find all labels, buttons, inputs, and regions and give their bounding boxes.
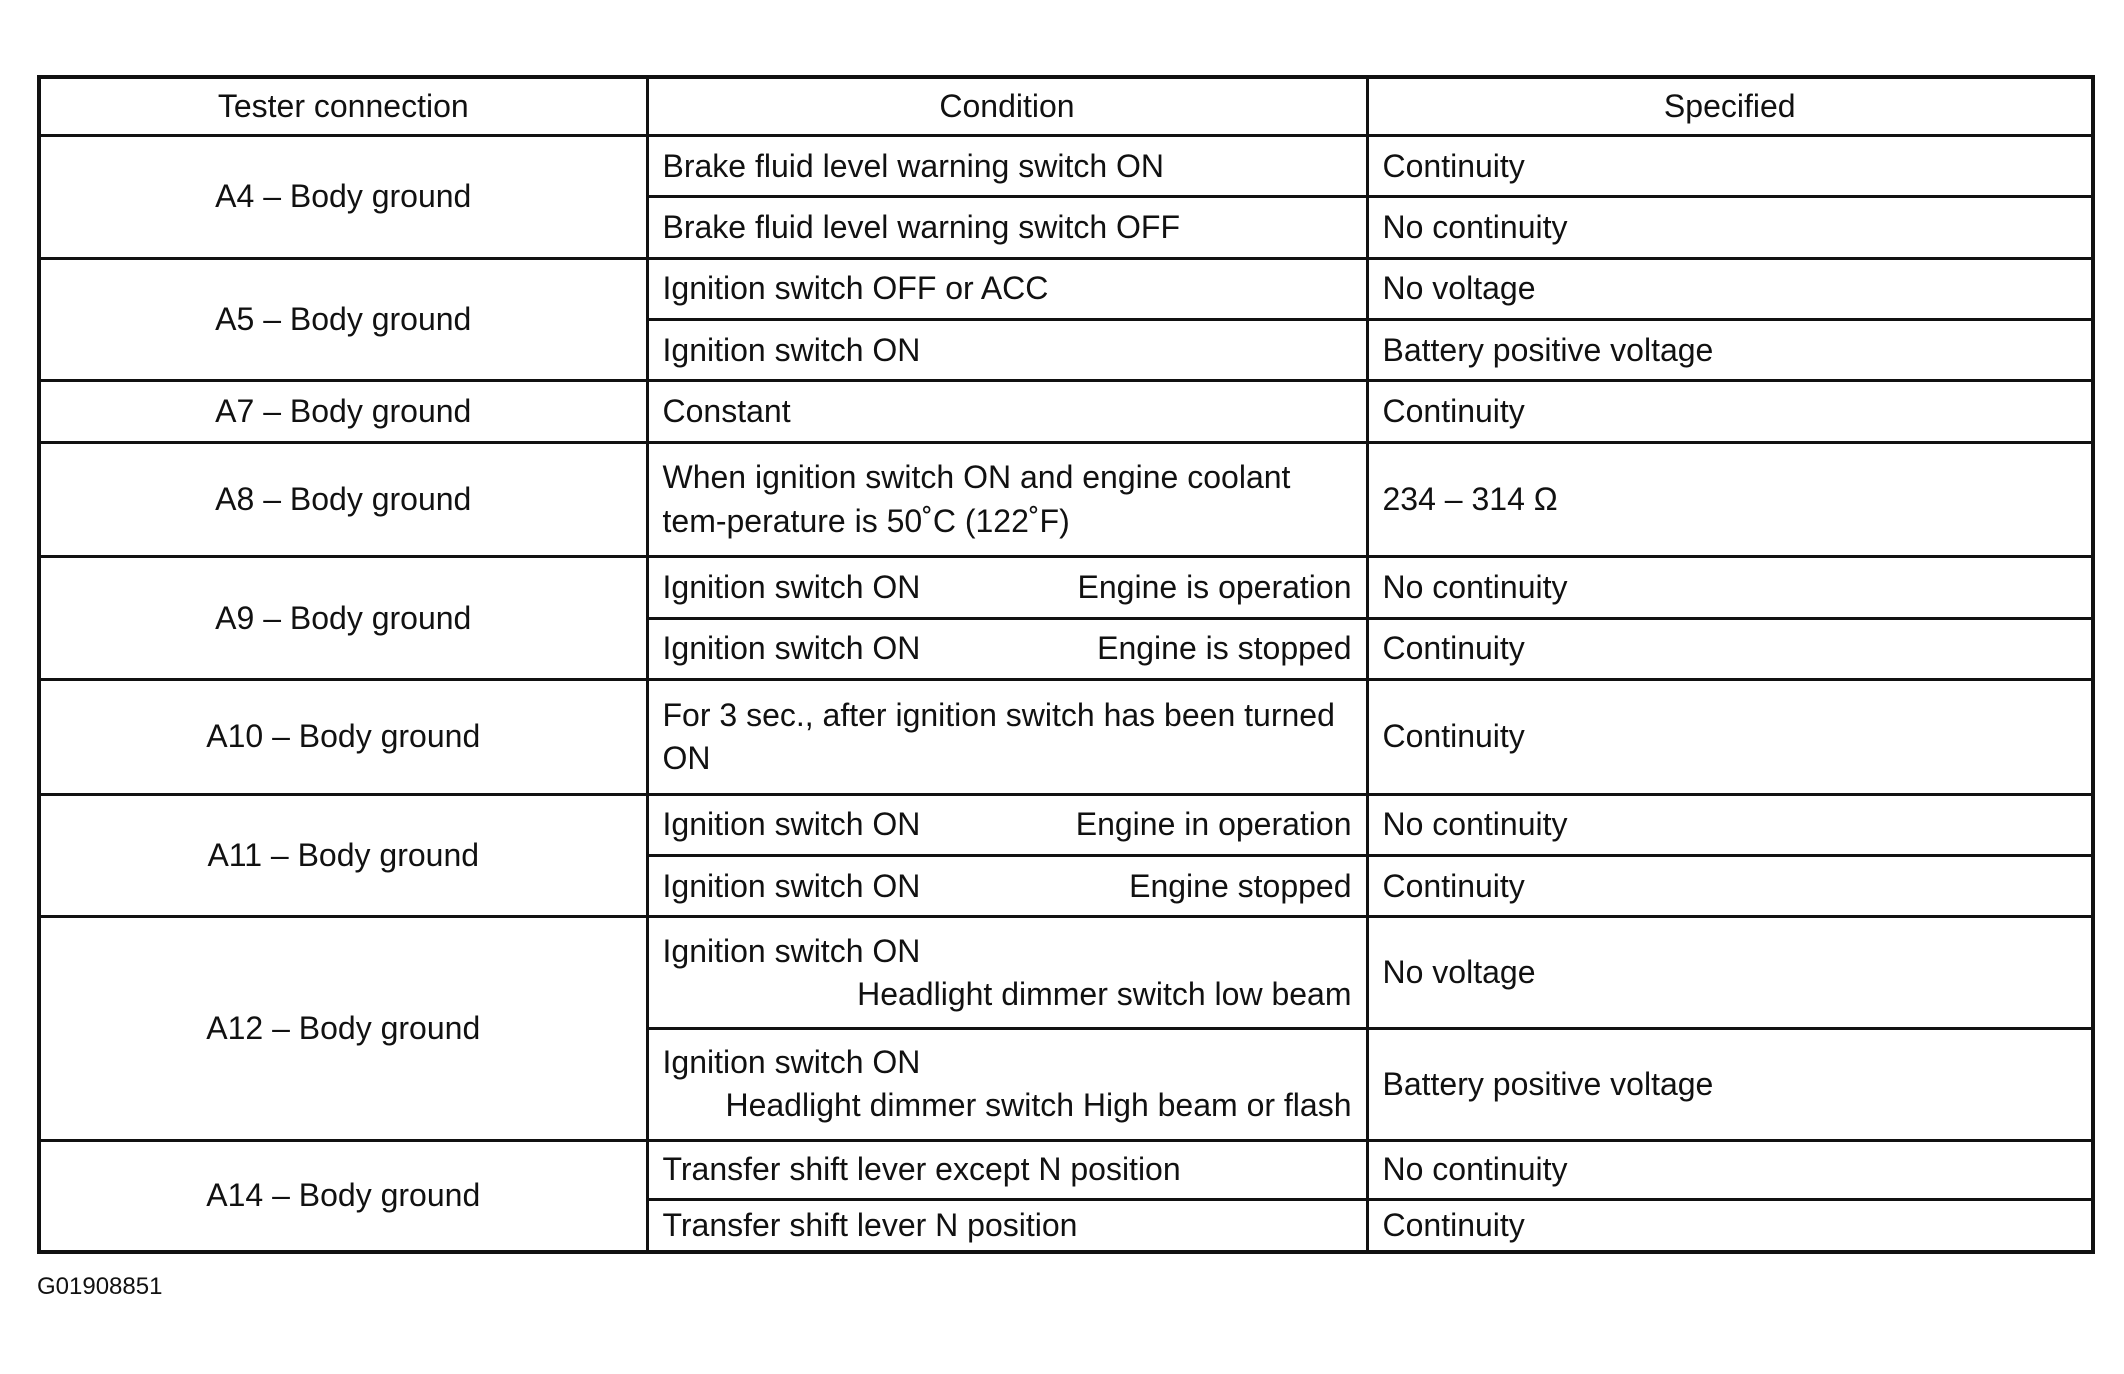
tester-connection-cell: A11 – Body ground bbox=[39, 794, 647, 917]
condition-cell: Transfer shift lever except N position bbox=[647, 1140, 1367, 1199]
specified-cell: No continuity bbox=[1367, 794, 2093, 855]
specified-cell: Battery positive voltage bbox=[1367, 1029, 2093, 1141]
condition-cell: For 3 sec., after ignition switch has been turned ON bbox=[647, 680, 1367, 795]
table-row bbox=[39, 258, 2093, 319]
table-row bbox=[39, 381, 2093, 442]
tester-connection-cell: A7 – Body ground bbox=[39, 381, 647, 442]
condition-right-text: Engine in operation bbox=[1075, 806, 1352, 843]
condition-right-text: Engine stopped bbox=[1129, 867, 1352, 904]
condition-cell bbox=[647, 1029, 1367, 1141]
condition-left-text: Ignition switch ON bbox=[662, 568, 921, 605]
condition-cell: Constant bbox=[647, 381, 1367, 442]
header-row bbox=[39, 77, 2093, 136]
specified-cell: Continuity bbox=[1367, 680, 2093, 795]
condition-cell: Transfer shift lever N position bbox=[647, 1200, 1367, 1252]
condition-cell bbox=[647, 856, 1367, 917]
specified-header: Specified bbox=[1367, 77, 2093, 136]
specified-cell: No continuity bbox=[1367, 197, 2093, 258]
condition-cell bbox=[647, 557, 1367, 618]
condition-cell: Ignition switch OFF or ACC bbox=[647, 258, 1367, 319]
specified-cell: Continuity bbox=[1367, 618, 2093, 679]
condition-line-1: Ignition switch ON bbox=[662, 1044, 921, 1081]
tester-connection-cell: A14 – Body ground bbox=[39, 1140, 647, 1252]
table-row bbox=[39, 917, 2093, 1029]
specified-cell: Battery positive voltage bbox=[1367, 320, 2093, 381]
condition-right-text: Engine is operation bbox=[1077, 568, 1352, 605]
condition-cell: When ignition switch ON and engine coolant tem-perature is 50˚C (122˚F) bbox=[647, 442, 1367, 557]
condition-right-text: Engine is stopped bbox=[1097, 630, 1352, 667]
figure-id-label: G01908851 bbox=[37, 1273, 163, 1300]
tester-connection-cell: A8 – Body ground bbox=[39, 442, 647, 557]
specified-cell: No voltage bbox=[1367, 917, 2093, 1029]
tester-connection-cell: A10 – Body ground bbox=[39, 680, 647, 795]
table-row bbox=[39, 794, 2093, 855]
table-row bbox=[39, 1140, 2093, 1199]
tester-connection-cell: A5 – Body ground bbox=[39, 258, 647, 381]
tester-connection-cell: A9 – Body ground bbox=[39, 557, 647, 680]
specified-cell: Continuity bbox=[1367, 136, 2093, 197]
table-row bbox=[39, 136, 2093, 197]
condition-left-text: Ignition switch ON bbox=[662, 630, 921, 667]
tester-connection-header: Tester connection bbox=[39, 77, 647, 136]
specified-cell: No voltage bbox=[1367, 258, 2093, 319]
specified-cell: No continuity bbox=[1367, 557, 2093, 618]
condition-line-2: Headlight dimmer switch low beam bbox=[857, 975, 1352, 1012]
condition-header: Condition bbox=[647, 77, 1367, 136]
specified-cell: Continuity bbox=[1367, 1200, 2093, 1252]
tester-connection-cell: A4 – Body ground bbox=[39, 136, 647, 259]
condition-cell bbox=[647, 917, 1367, 1029]
table-row bbox=[39, 680, 2093, 795]
condition-cell bbox=[647, 618, 1367, 679]
tester-connection-cell: A12 – Body ground bbox=[39, 917, 647, 1140]
specified-cell: No continuity bbox=[1367, 1140, 2093, 1199]
condition-cell: Brake fluid level warning switch OFF bbox=[647, 197, 1367, 258]
condition-cell: Brake fluid level warning switch ON bbox=[647, 136, 1367, 197]
table-row bbox=[39, 557, 2093, 618]
condition-line-1: Ignition switch ON bbox=[662, 932, 921, 969]
table-row bbox=[39, 442, 2093, 557]
specified-cell: Continuity bbox=[1367, 381, 2093, 442]
condition-line-2: Headlight dimmer switch High beam or flash bbox=[725, 1087, 1352, 1124]
specified-cell: Continuity bbox=[1367, 856, 2093, 917]
specified-cell: 234 – 314 Ω bbox=[1367, 442, 2093, 557]
condition-left-text: Ignition switch ON bbox=[662, 806, 921, 843]
condition-cell: Ignition switch ON bbox=[647, 320, 1367, 381]
connector-inspection-table bbox=[37, 75, 2095, 1254]
condition-left-text: Ignition switch ON bbox=[662, 867, 921, 904]
condition-cell bbox=[647, 794, 1367, 855]
